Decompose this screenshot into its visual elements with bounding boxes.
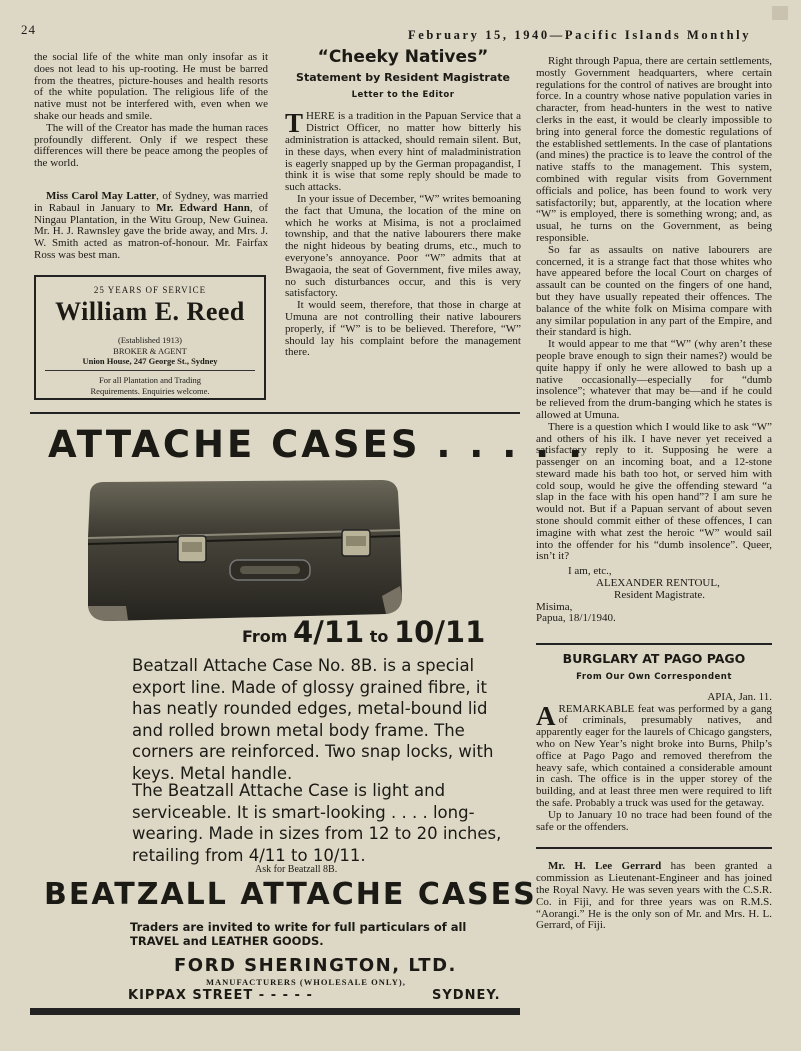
gerrard-note — [536, 861, 772, 932]
page-number: 24 — [21, 22, 36, 37]
reed-established: (Established 1913) — [118, 335, 182, 345]
price-to: to — [369, 627, 389, 646]
ad-description-2: The Beatzall Attache Case is light and serviceable. It is smart-looking . . . . long-wearing. Made in sizes from 12 to 20 inches, retailing from 4/11 to 10/11. — [132, 781, 502, 865]
reed-address: Union House, 247 George St., Sydney — [82, 356, 218, 366]
dateline: APIA, Jan. 11. — [707, 690, 772, 703]
ad-traders-line: Traders are invited to write for full particulars of all TRAVEL and LEATHER GOODS. — [130, 920, 467, 948]
price-high: 10/11 — [393, 615, 486, 649]
article-label: Letter to the Editor — [351, 89, 455, 100]
price-from: From — [242, 627, 288, 646]
article-subhead: Statement by Resident Magistrate — [296, 70, 510, 84]
ad-top-rule — [30, 412, 520, 414]
wedding-name-groom: Mr. Edward Hann — [156, 201, 250, 214]
ad-ask-line: Ask for Beatzall 8B. — [255, 864, 338, 875]
paragraph: It would seem, therefore, that those in charge at Umuna are not controlling their native labourers properly, if “W” is to be believed. Therefore, “W” should lay his complaint before the management there. — [285, 299, 521, 359]
wedding-name-bride: Miss Carol May Latter — [46, 189, 157, 202]
section-divider — [536, 643, 772, 645]
article-headline: “Cheeky Natives” — [317, 47, 489, 67]
reed-advertisement — [34, 275, 266, 400]
reed-divider — [45, 370, 255, 371]
paragraph: the social life of the white man only insofar as it does not lead to his up-rooting. He must be barred from the theatres, picture-houses and health resorts of the white population. The religious life of the native must not be interfered with, even when we shake our heads and smile. — [34, 51, 268, 122]
reed-line1: For all Plantation and Trading — [99, 375, 201, 385]
corner-mark — [772, 6, 788, 20]
article-continuation — [536, 56, 772, 932]
reed-name: William E. Reed — [55, 297, 245, 326]
paragraph: Up to January 10 no trace had been found of the safe or the offenders. — [536, 808, 772, 833]
article-cheeky-natives — [285, 47, 521, 359]
place-date: Papua, 18/1/1940. — [536, 612, 616, 625]
wedding-text: , of Ningau Plantation, in the Witu Group, New Guinea. Mr. H. J. Rawnsley gave the bride away, and Mrs. J. W. Smith acted as matron-of-honour. Mr. Fairfax Ross was best man. — [34, 201, 268, 261]
article-byline: From Our Own Correspondent — [576, 672, 732, 683]
paragraph: It would appear to me that “W” (why aren’t these people brave enough to sign their names?) would be quite happy if only he were allowed to bash up a native occasionally—especially for “dumb insolence”; whatever that may be—and if he could be relieved from the drum-banging which he states is allowed at Umuna. — [536, 338, 772, 421]
paragraph: So far as assaults on native labourers are concerned, it is a strange fact that those whites who have appeared before the local Court on charges of assault can be counted on the fingers of one hand, but they have usually repeated their offences. The balance of the white folk on Misima compare with any similar population in any part of the Empire, and their standard is high. — [536, 243, 772, 339]
ad-manufacturers: MANUFACTURERS (WHOLESALE ONLY), — [206, 977, 406, 987]
paragraph: Right through Papua, there are certain settlements, mostly Government headquarters, where certain regulations for the control of natives are brought into force. In a country whose native population varies in character, from head-hunters in the west to native clerks in the east, it would be clearly impossible to bring into general force the domestic regulations of the established settlements. In the case of plantations (and mines) the practice is to leave the control of the native staffs to the management. This system, combined with regular visits from Government officials and police, has been found to work very satisfactorily; but, apparently, at the location where “W” is employed, there is something wrong; and, as usual, he turns on the Government, as being responsible. — [536, 55, 772, 244]
gerrard-name: Mr. H. Lee Gerrard — [548, 860, 662, 873]
reed-line2: Requirements. Enquiries welcome. — [90, 385, 210, 396]
ad-price — [242, 615, 485, 649]
attache-case-illustration — [82, 478, 404, 621]
reed-years: 25 YEARS OF SERVICE — [93, 285, 207, 295]
column-left — [34, 52, 268, 262]
dropcap: T — [285, 108, 304, 139]
wedding-note — [34, 191, 268, 262]
place: Misima, — [536, 600, 573, 613]
section-divider — [536, 847, 772, 849]
signer-title: Resident Magistrate. — [614, 588, 706, 601]
ad-brand: BEATZALL ATTACHE CASES — [44, 877, 537, 912]
gerrard-text: has been granted a commission as Lieutenant-Engineer and has joined the Royal Navy. He was seven years with the C.S.R. Co. in Fiji, and for three years was on R.M.S. “Aorangi.” He is the only son of Mr. and Mrs. H. L. Gerrard, of Fiji. — [536, 860, 773, 932]
paragraph: There is a question which I would like to ask “W” and others of his ilk. I have never yet received a satisfactory reply to it. Supposing he were a passenger on an incoming boat, and a 12-stone steward made his bath too hot, or served him with cold soup, would he give the offending steward “a slap in the face with his open hand”? I am sure he would not. But if a Papuan servant of about seven stone should commit either of these offences, I can imagine with what zest the heroic “W” would sail into the offender for his “dumb insolence”. Queer, isn’t it? — [536, 420, 772, 563]
ad-city: SYDNEY. — [432, 988, 501, 1003]
paragraph: HERE is a tradition in the Papuan Service that a District Officer, no matter how bitterly his administration is attacked, should remain silent. But, in these days, when every hint of maladministration is eagerly snapped up by the German propagandist, I think it is wise that some reply should be made to such attacks. — [285, 110, 521, 194]
paragraph: In your issue of December, “W” writes bemoaning the fact that Umuna, the location of the mine on which he works at Misima, is not a proclaimed township, and that the native labourers there make the night hideous by beating drums, etc., much to everyone’s annoyance. Poor “W” admits that at Bwagaoia, the seat of Government, five miles away, no such disturbances occur, and this is very satisfactory. — [285, 192, 521, 300]
article-headline: BURGLARY AT PAGO PAGO — [562, 651, 746, 667]
wedding-text: , of Sydney, was married in Rabaul in January to — [34, 189, 268, 214]
ad-description: Beatzall Attache Case No. 8B. is a special export line. Made of glossy grained fibre, it has neatly rounded edges, metal-bound lid and rolled brown metal body frame. The corners are reinforced. Two snap locks, with keys. Metal handle. — [132, 656, 494, 783]
paragraph: The will of the Creator has made the human races profoundly different. Only if we respect these differences will there be peace among the peoples of the world. — [34, 121, 268, 170]
ad-company: FORD SHERINGTON, LTD. — [174, 955, 457, 976]
running-head: February 15, 1940—Pacific Islands Monthly — [408, 28, 752, 42]
signer: ALEXANDER RENTOUL, — [596, 577, 720, 590]
ad-title: ATTACHE CASES . . . . . — [48, 423, 586, 466]
ad-street: KIPPAX STREET - - - - - — [128, 988, 313, 1003]
price-low: 4/11 — [293, 615, 365, 649]
closing: I am, etc., — [568, 565, 612, 578]
dropcap: A — [536, 700, 556, 731]
paragraph: REMARKABLE feat was performed by a gang of criminals, presumably natives, and apparently eager for the laurels of Chicago gangsters, who on New Year’s night broke into Burns, Philp’s office at Pago Pago and removed therefrom the heavy safe, which contained a considerable amount in cash. The office is in the upper storey of the building, and at least three men were required to lift the safe. Probably a truck was used for the getaway. — [536, 702, 772, 810]
ad-bottom-rule — [30, 1008, 520, 1015]
reed-role: BROKER & AGENT — [113, 345, 187, 356]
